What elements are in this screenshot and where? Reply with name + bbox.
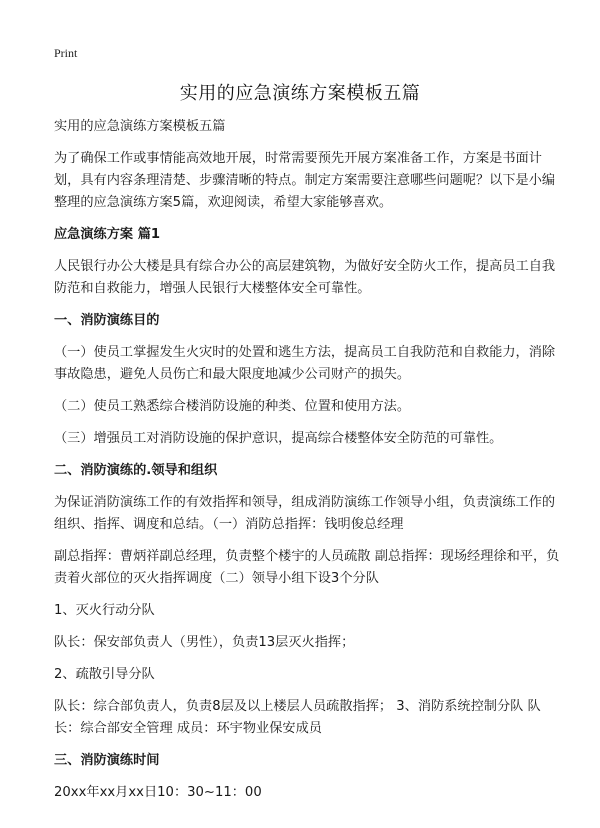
document-title: 实用的应急演练方案模板五篇 — [179, 83, 421, 104]
paragraph: 2、疏散引导分队 — [54, 667, 155, 682]
subtitle: 实用的应急演练方案模板五篇 — [54, 119, 226, 134]
paragraph: （三）增强员工对消防设施的保护意识，提高综合楼整体安全防范的可靠性。 — [54, 431, 503, 446]
paragraph: （一）使员工掌握发生火灾时的处置和逃生方法，提高员工自我防范和自救能力，消除事故隐患，避免人员伤亡和最大限度地减少公司财产的损失。 — [54, 345, 556, 382]
paragraph: 队长：综合部负责人，负责8层及以上楼层人员疏散指挥； 3、消防系统控制分队 队长：综合部安全管理 成员：环宇物业保安成员 — [54, 699, 541, 736]
paragraph: （二）使员工熟悉综合楼消防设施的种类、位置和使用方法。 — [54, 399, 411, 414]
heading-time: 三、消防演练时间 — [54, 753, 160, 768]
paragraph: 人民银行办公大楼是具有综合办公的高层建筑物，为做好安全防火工作，提高员工自我防范和自救能力，增强人民银行大楼整体安全可靠性。 — [54, 259, 556, 296]
document-body — [54, 116, 566, 814]
paragraph: 1、灭火行动分队 — [54, 603, 155, 618]
intro-paragraph: 为了确保工作或事情能高效地开展，时常需要预先开展方案准备工作，方案是书面计划，具有内容条理清楚、步骤清晰的特点。制定方案需要注意哪些问题呢？以下是小编整理的应急演练方案5篇，欢迎阅读，希望大家能够喜欢。 — [54, 151, 556, 210]
section-heading-1: 应急演练方案 篇1 — [54, 227, 161, 242]
paragraph: 为保证消防演练工作的有效指挥和领导，组成消防演练工作领导小组，负责演练工作的组织、指挥、调度和总结。（一）消防总指挥：钱明俊总经理 — [54, 495, 556, 532]
heading-leadership: 二、消防演练的.领导和组织 — [54, 463, 218, 478]
paragraph: 副总指挥：曹炳祥副总经理，负责整个楼宇的人员疏散 副总指挥：现场经理徐和平，负责着火部位的灭火指挥调度（二）领导小组下设3个分队 — [54, 549, 560, 586]
heading-purpose: 一、消防演练目的 — [54, 313, 160, 328]
paragraph: 20xx年xx月xx日10：30~11：00 — [54, 785, 262, 800]
paragraph: 队长：保安部负责人（男性），负责13层灭火指挥； — [54, 635, 355, 650]
print-label: Print — [54, 46, 78, 60]
